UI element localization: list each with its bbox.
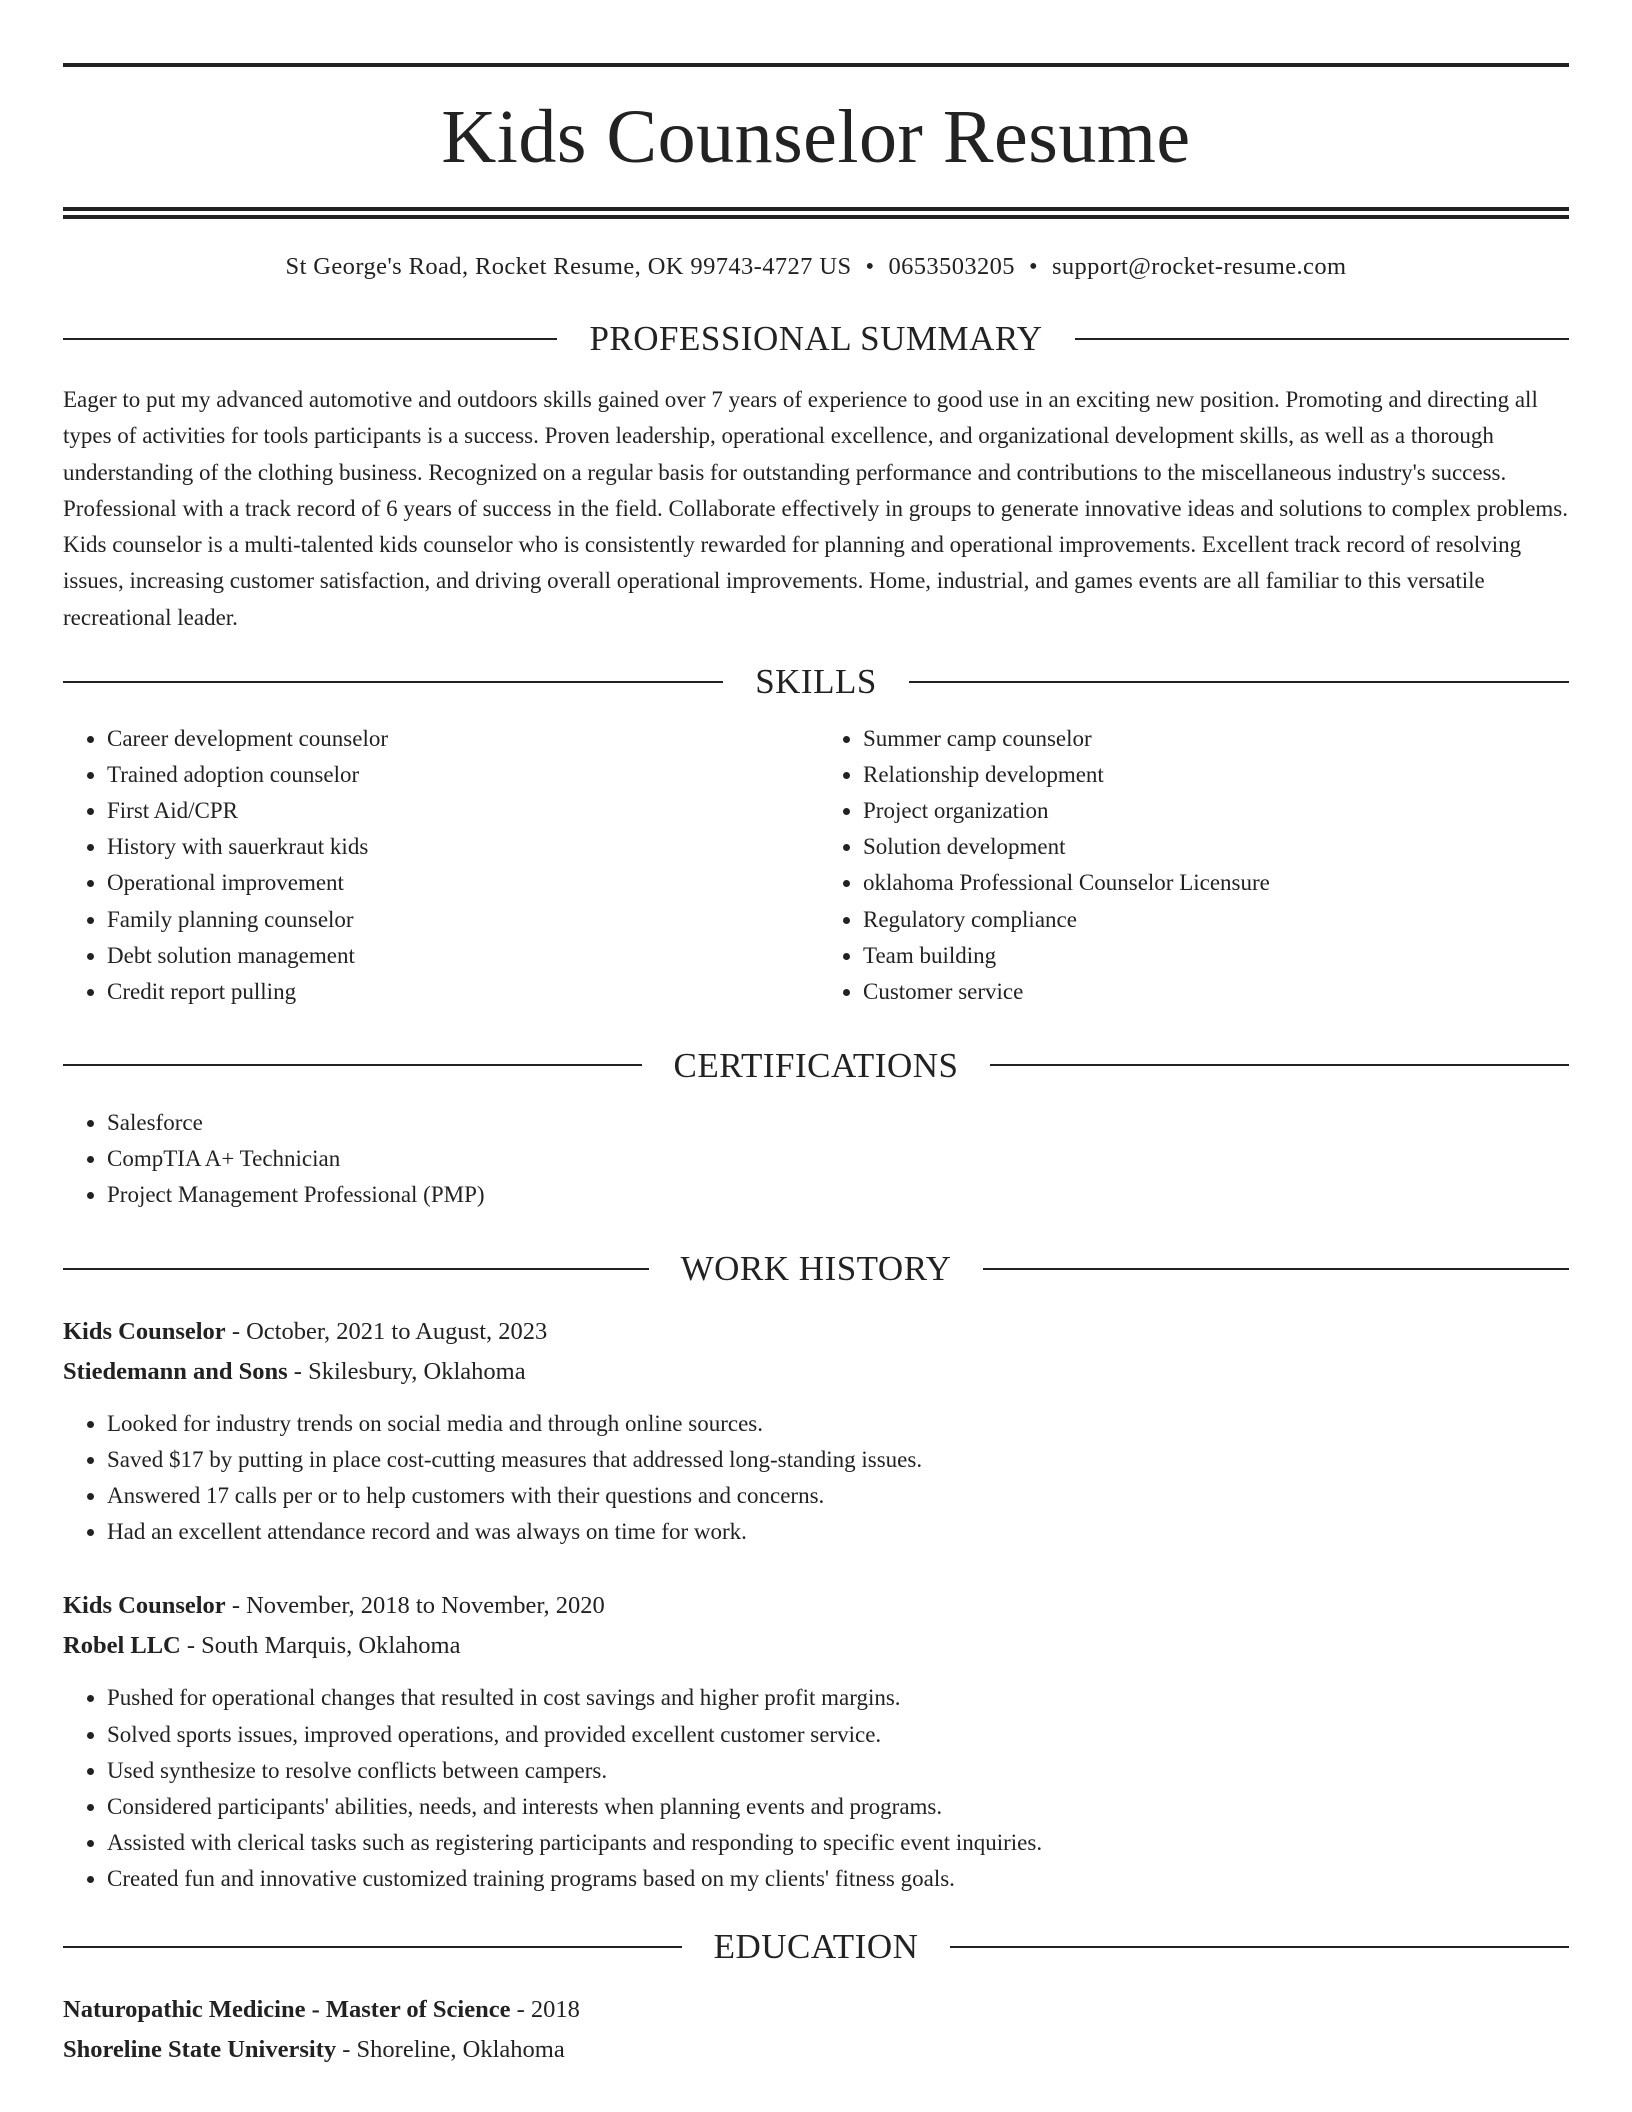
heading-rule-left: [63, 338, 557, 340]
skill-item: • History with sauerkraut kids: [107, 829, 813, 865]
heading-rule-left: [63, 1064, 642, 1066]
certification-item: • CompTIA A+ Technician: [107, 1141, 1569, 1177]
skill-item: • Project organization: [863, 793, 1569, 829]
job-entry: [63, 1586, 1569, 1897]
heading-rule-right: [909, 681, 1569, 683]
contact-address: St George's Road, Rocket Resume, OK 99743-4727 US: [285, 253, 852, 280]
skills-column-left: [63, 721, 813, 1010]
contact-separator: •: [1028, 253, 1038, 280]
job-location: - Skilesbury, Oklahoma: [287, 1358, 526, 1386]
job-bullet: • Considered participants' abilities, needs, and interests when planning events and programs.: [107, 1789, 1569, 1825]
skill-item: • Customer service: [863, 974, 1569, 1010]
skill-item: • Regulatory compliance: [863, 902, 1569, 938]
skills-list: [63, 699, 1569, 1010]
job-bullet: • Assisted with clerical tasks such as registering participants and responding to specific event inquiries.: [107, 1825, 1569, 1861]
heading-rule-left: [63, 681, 723, 683]
contact-email: support@rocket-resume.com: [1051, 253, 1347, 280]
skill-item: • Career development counselor: [107, 721, 813, 757]
job-company: Robel LLC: [63, 1632, 181, 1660]
job-bullets: [63, 1406, 1569, 1550]
job-entry: [63, 1312, 1569, 1550]
resume-title: Kids Counselor Resume: [441, 95, 1191, 179]
heading-rule-right: [990, 1064, 1569, 1066]
education-year: - 2018: [510, 1996, 580, 2024]
skills-heading-text: SKILLS: [755, 662, 877, 702]
job-bullet: • Used synthesize to resolve conflicts between campers.: [107, 1753, 1569, 1789]
job-company-line: [63, 1626, 1569, 1666]
education-degree-line: [63, 1990, 1569, 2030]
skill-item: • Team building: [863, 938, 1569, 974]
education-entry: [63, 1990, 1569, 2070]
certifications-section-heading: [63, 1045, 1569, 1085]
job-bullet: • Had an excellent attendance record and was always on time for work.: [107, 1514, 1569, 1550]
job-location: - South Marquis, Oklahoma: [180, 1632, 461, 1660]
heading-rule-left: [63, 1268, 649, 1270]
skill-item: • Relationship development: [863, 757, 1569, 793]
job-bullet: • Pushed for operational changes that resulted in cost savings and higher profit margins.: [107, 1680, 1569, 1716]
education-section-heading: [63, 1927, 1569, 1967]
heading-rule-right: [1075, 338, 1569, 340]
job-bullet: • Saved $17 by putting in place cost-cutting measures that addressed long-standing issues.: [107, 1442, 1569, 1478]
education-school: Shoreline State University: [63, 2036, 337, 2064]
skill-item: • Debt solution management: [107, 938, 813, 974]
certifications-list: [63, 1105, 1569, 1213]
skill-item: • Trained adoption counselor: [107, 757, 813, 793]
title-double-rule: [63, 207, 1569, 219]
skill-item: • Credit report pulling: [107, 974, 813, 1010]
skill-item: • Operational improvement: [107, 865, 813, 901]
skills-section-heading: [63, 662, 1569, 702]
heading-rule-right: [983, 1268, 1569, 1270]
job-bullet: • Created fun and innovative customized training programs based on my clients' fitness goals.: [107, 1861, 1569, 1897]
job-bullets: [63, 1680, 1569, 1897]
job-dates: - November, 2018 to November, 2020: [225, 1592, 605, 1620]
job-bullet: • Solved sports issues, improved operations, and provided excellent customer service.: [107, 1717, 1569, 1753]
education-location: - Shoreline, Oklahoma: [336, 2036, 565, 2064]
contact-line: [63, 253, 1569, 281]
contact-phone: 0653503205: [888, 253, 1015, 280]
summary-section-heading: [63, 321, 1569, 356]
job-company: Stiedemann and Sons: [63, 1358, 288, 1386]
professional-summary-text: Eager to put my advanced automotive and outdoors skills gained over 7 years of experience to good use in an exciting new position. Promoting and directing all types of activities for tools participants is a success. Proven leadership, operational excellence, and organizational development skills, as well as a thorough understanding of the clothing business. Recognized on a regular basis for outstanding performance and contributions to the miscellaneous industry's success. Professional with a track record of 6 years of success in the field. Collaborate effectively in groups to generate innovative ideas and solutions to complex problems. Kids counselor is a multi-talented kids counselor who is consistently rewarded for planning and operational improvements. Excellent track record of resolving issues, increasing customer satisfaction, and driving overall operational improvements. Home, industrial, and games events are all familiar to this versatile recreational leader.: [63, 387, 1569, 630]
skill-item: • Summer camp counselor: [863, 721, 1569, 757]
education-heading-text: EDUCATION: [713, 1927, 919, 1967]
job-title-line: [63, 1586, 1569, 1626]
job-dates: - October, 2021 to August, 2023: [225, 1318, 548, 1346]
top-rule: [63, 63, 1569, 67]
education-degree: Naturopathic Medicine - Master of Science: [63, 1996, 511, 2024]
certifications-heading-text: CERTIFICATIONS: [673, 1045, 959, 1085]
job-company-line: [63, 1352, 1569, 1392]
certification-item: • Salesforce: [107, 1105, 1569, 1141]
work-history-heading-text: WORK HISTORY: [680, 1249, 952, 1289]
contact-separator: •: [865, 253, 875, 280]
job-bullet: • Answered 17 calls per or to help customers with their questions and concerns.: [107, 1478, 1569, 1514]
skill-item: • First Aid/CPR: [107, 793, 813, 829]
education-school-line: [63, 2030, 1569, 2070]
skills-column-right: [813, 721, 1569, 1010]
skill-item: • Solution development: [863, 829, 1569, 865]
heading-rule-left: [63, 1946, 682, 1948]
heading-rule-right: [950, 1946, 1569, 1948]
summary-heading-text: PROFESSIONAL SUMMARY: [589, 319, 1043, 358]
job-title: Kids Counselor: [63, 1592, 226, 1620]
job-title-line: [63, 1312, 1569, 1352]
job-bullet: • Looked for industry trends on social media and through online sources.: [107, 1406, 1569, 1442]
job-title: Kids Counselor: [63, 1318, 226, 1346]
skill-item: • Family planning counselor: [107, 902, 813, 938]
skill-item: • oklahoma Professional Counselor Licensure: [863, 865, 1569, 901]
work-history-section-heading: [63, 1249, 1569, 1289]
certification-item: • Project Management Professional (PMP): [107, 1177, 1569, 1213]
